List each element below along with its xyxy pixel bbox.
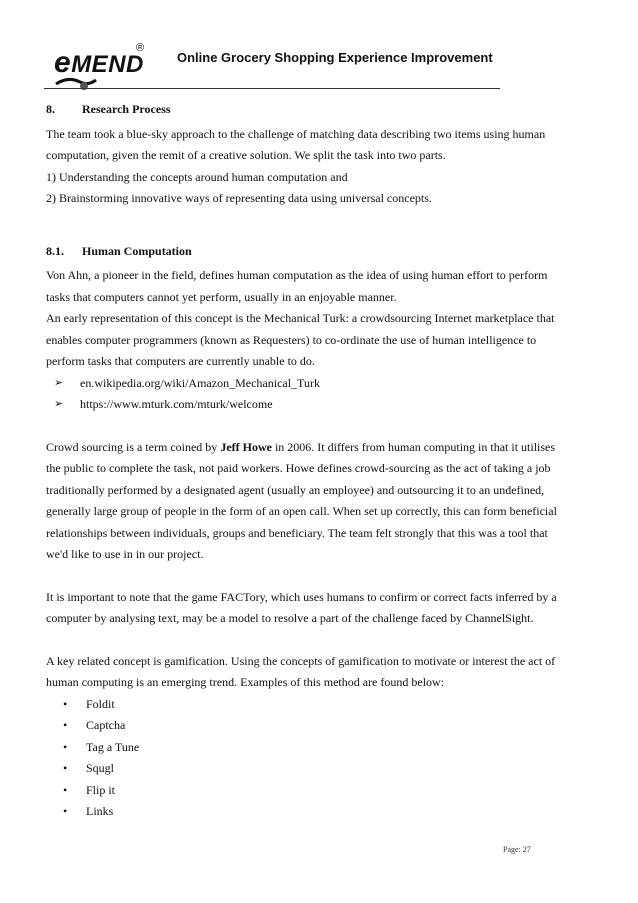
document-title: Online Grocery Shopping Experience Improvement <box>177 50 493 65</box>
arrow-bullet-icon: ➢ <box>54 376 64 389</box>
paragraph: The team took a blue-sky approach to the challenge of matching data describing two items using human computation, given the remit of a creative solution. We split the task into two parts. <box>46 126 546 162</box>
bullet-icon: • <box>63 782 68 797</box>
list-item: • Tag a Tune <box>46 737 566 759</box>
logo-wordmark: eMEND <box>54 46 144 79</box>
paragraph: Von Ahn, a pioneer in the field, defines human computation as the idea of using human effort to perform tasks that computers cannot yet perform, usually in an enjoyable manner. <box>46 268 548 304</box>
emend-logo <box>44 40 154 84</box>
paragraph: A key related concept is gamification. Using the concepts of gamification to motivate or interest the act of human computing is an emerging trend. Examples of this method are found below: <box>46 653 556 689</box>
arrow-bullet-icon: ➢ <box>54 398 64 410</box>
bullet-icon: • <box>63 804 68 818</box>
page-header <box>44 40 500 92</box>
list-item: • Flip it <box>46 780 566 802</box>
list-item: • Squgl <box>46 758 566 780</box>
registered-mark: ® <box>136 42 145 54</box>
logo-swirl-icon <box>54 74 98 92</box>
examples-list <box>46 694 566 823</box>
paragraph: 2) Brainstorming innovative ways of representing data using universal concepts. <box>46 191 432 205</box>
bullet-icon: • <box>63 696 68 711</box>
list-item: • Links <box>46 801 566 823</box>
list-item <box>46 394 566 416</box>
list-item: • Captcha <box>46 715 566 737</box>
section-heading: 8. Research Process <box>46 102 171 116</box>
page-number: Page: 27 <box>503 845 531 854</box>
header-divider <box>44 88 500 89</box>
bullet-icon: • <box>63 739 68 754</box>
link-list <box>46 373 566 416</box>
paragraph: It is important to note that the game FACTory, which uses humans to confirm or correct facts inferred by a computer by analysing text, may be a model to resolve a part of the challenge faced by ChannelSight. <box>46 589 557 625</box>
paragraph: Crowd sourcing is a term coined by Jeff Howe in 2006. It differs from human computing in that it utilises the public to complete the task, not paid workers. Howe defines crowd-sourcing as the act of taking a job traditionally performed by a designated agent (usually an employee) and outsourcing it to an undefined, generally large group of people in the form of an open call. When set up correctly, this can form beneficial relationships between individuals, groups and beneficiary. The team felt strongly that this was a tool that we'd like to use in in our project. <box>46 439 557 561</box>
link-text[interactable]: https://www.mturk.com/mturk/welcome <box>80 397 273 411</box>
link-text[interactable]: en.wikipedia.org/wiki/Amazon_Mechanical_Turk <box>80 375 320 390</box>
bullet-icon: • <box>63 761 68 775</box>
subsection-heading: 8.1. Human Computation <box>46 243 192 258</box>
paragraph: An early representation of this concept is the Mechanical Turk: a crowdsourcing Internet marketplace that enables computer programmers (known as Requesters) to co-ordinate the use of human intelligence to perform tasks that computers are currently unable to do. <box>46 311 555 368</box>
list-item <box>46 373 566 395</box>
page-body <box>46 99 566 823</box>
bullet-icon: • <box>63 718 68 732</box>
paragraph: 1) Understanding the concepts around human computation and <box>46 169 348 184</box>
list-item: • Foldit <box>46 694 566 716</box>
